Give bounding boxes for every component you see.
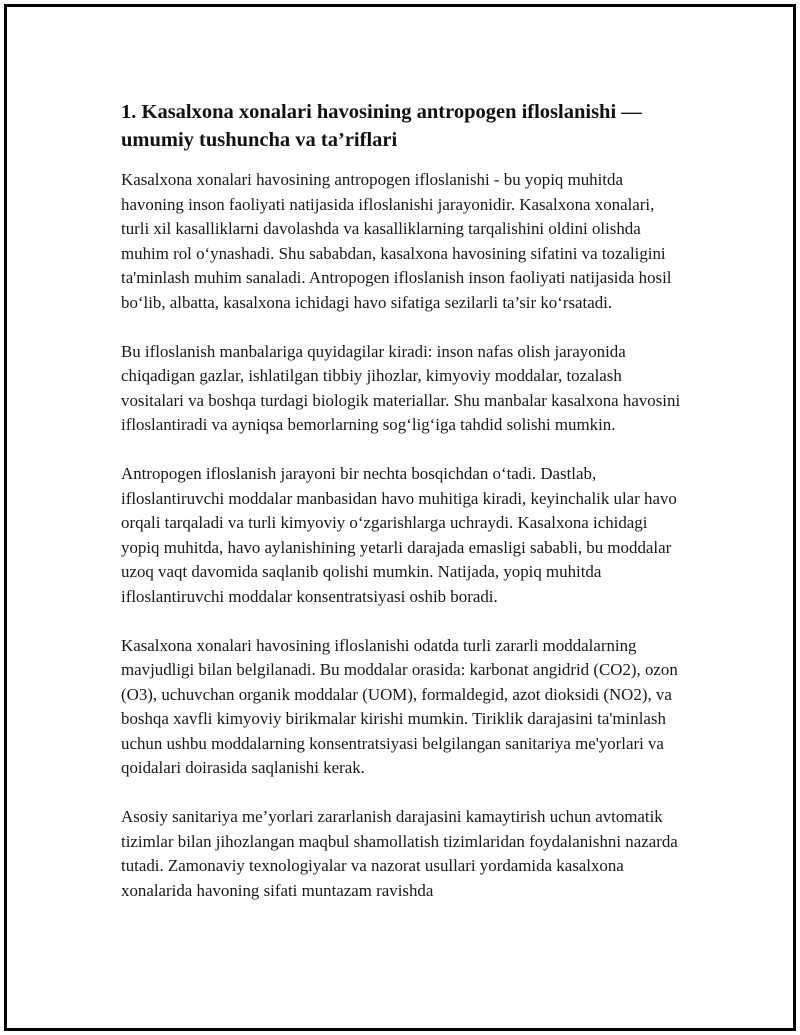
paragraph: Asosiy sanitariya me’yorlari zararlanish darajasini kamaytirish uchun avtomatik tizimlar bilan jihozlangan maqbul shamollatish tizimlaridan foydalanishni nazarda tutadi. Zamonaviy texnologiyalar va nazorat usullari yordamida kasalxona xonalarida havoning sifati muntazam ravishda <box>121 807 678 900</box>
paragraph: Kasalxona xonalari havosining ifloslanishi odatda turli zararli moddalarning mavjudligi bilan belgilanadi. Bu moddalar orasida: karbonat angidrid (CO2), ozon (O3), uchuvchan organik moddalar (UOM), formaldegid, azot dioksidi (NO2), va boshqa xavfli kimyoviy birikmalar kirishi mumkin. Tiriklik darajasini ta'minlash uchun ushbu moddalarning konsentratsiyasi belgilangan sanitariya me'yorlari va qoidalari doirasida saqlanishi kerak. <box>121 635 678 777</box>
section-heading: 1. Kasalxona xonalari havosining antropogen ifloslanishi — umumiy tushuncha va ta’riflari <box>121 101 642 151</box>
document-page <box>4 4 796 1031</box>
document-body <box>121 98 681 903</box>
paragraph: Kasalxona xonalari havosining antropogen ifloslanishi - bu yopiq muhitda havoning inson faoliyati natijasida ifloslanishi jarayonidir. Kasalxona xonalari, turli xil kasalliklarni davolashda va kasalliklarning tarqalishini oldini olishda muhim rol o‘ynashadi. Shu sababdan, kasalxona havosining sifatini va tozaligini ta'minlash muhim sanaladi. Antropogen ifloslanish inson faoliyati natijasida hosil bo‘lib, albatta, kasalxona ichidagi havo sifatiga sezilarli ta’sir ko‘rsatadi. <box>121 170 672 312</box>
paragraph: Antropogen ifloslanish jarayoni bir nechta bosqichdan o‘tadi. Dastlab, ifloslantiruvchi moddalar manbasidan havo muhitiga kiradi, keyinchalik ular havo orqali tarqaladi va turli kimyoviy o‘zgarishlarga uchraydi. Kasalxona ichidagi yopiq muhitda, havo aylanishining yetarli darajada emasligi sababli, bu moddalar uzoq vaqt davomida saqlanib qolishi mumkin. Natijada, yopiq muhitda ifloslantiruvchi moddalar konsentratsiyasi oshib boradi. <box>121 464 677 606</box>
paragraph: Bu ifloslanish manbalariga quyidagilar kiradi: inson nafas olish jarayonida chiqadigan gazlar, ishlatilgan tibbiy jihozlar, kimyoviy moddalar, tozalash vositalari va boshqa turdagi biologik materiallar. Shu manbalar kasalxona havosini ifloslantiradi va ayniqsa bemorlarning sog‘lig‘iga tahdid solishi mumkin. <box>121 341 681 434</box>
